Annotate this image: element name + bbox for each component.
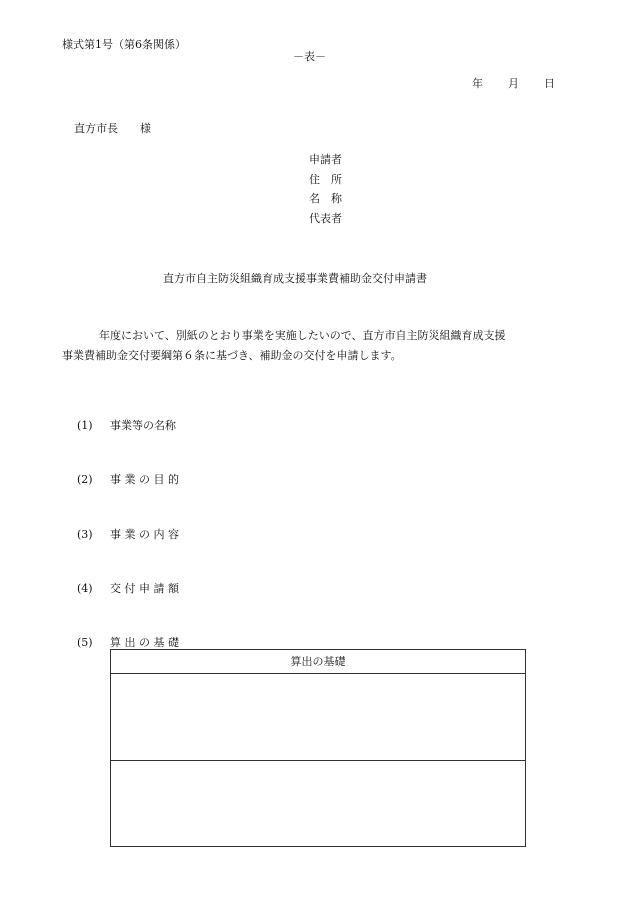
calculation-basis-table (110, 649, 526, 847)
item-number: (2) (77, 473, 93, 486)
item-label: 算 出 の 基 礎 (110, 636, 179, 649)
applicant-label: 申請者 (309, 153, 342, 166)
date-line (472, 75, 555, 91)
representative-label: 代表者 (309, 211, 342, 225)
item-number: (3) (77, 528, 93, 541)
name-label: 名 称 (309, 192, 342, 205)
document-title: 直方市自主防災組織育成支援事業費補助金交付申請書 (163, 272, 427, 285)
item-number: (1) (77, 419, 93, 432)
item-label: 事 業 の 目 的 (110, 473, 179, 486)
item-label: 事業等の名称 (110, 419, 176, 432)
body-line-1: 年度において、別紙のとおり事業を実施したいので、直方市自主防災組織育成支援 (99, 329, 506, 342)
item-number: (5) (77, 636, 93, 649)
item-project-content (77, 526, 179, 542)
date-month: 月 (508, 77, 519, 90)
form-number: 様式第1号（第6条関係） (62, 38, 186, 51)
table-header: 算出の基礎 (111, 650, 525, 674)
item-calculation-basis (77, 634, 179, 650)
side-label: －表－ (293, 50, 326, 63)
date-year: 年 (472, 77, 483, 90)
body-text (62, 326, 562, 366)
date-day: 日 (544, 77, 555, 90)
item-project-name (77, 417, 176, 433)
applicant-block (309, 150, 342, 228)
item-label: 事 業 の 内 容 (110, 528, 179, 541)
item-number: (4) (77, 582, 93, 595)
addressee: 直方市長 様 (74, 122, 151, 135)
address-label: 住 所 (309, 172, 342, 186)
table-row[interactable] (111, 761, 525, 846)
table-row[interactable] (111, 674, 525, 761)
body-line-2: 事業費補助金交付要綱第６条に基づき、補助金の交付を申請します。 (62, 349, 402, 362)
item-requested-amount (77, 580, 179, 596)
item-project-purpose (77, 471, 179, 487)
item-label: 交 付 申 請 額 (110, 582, 179, 595)
